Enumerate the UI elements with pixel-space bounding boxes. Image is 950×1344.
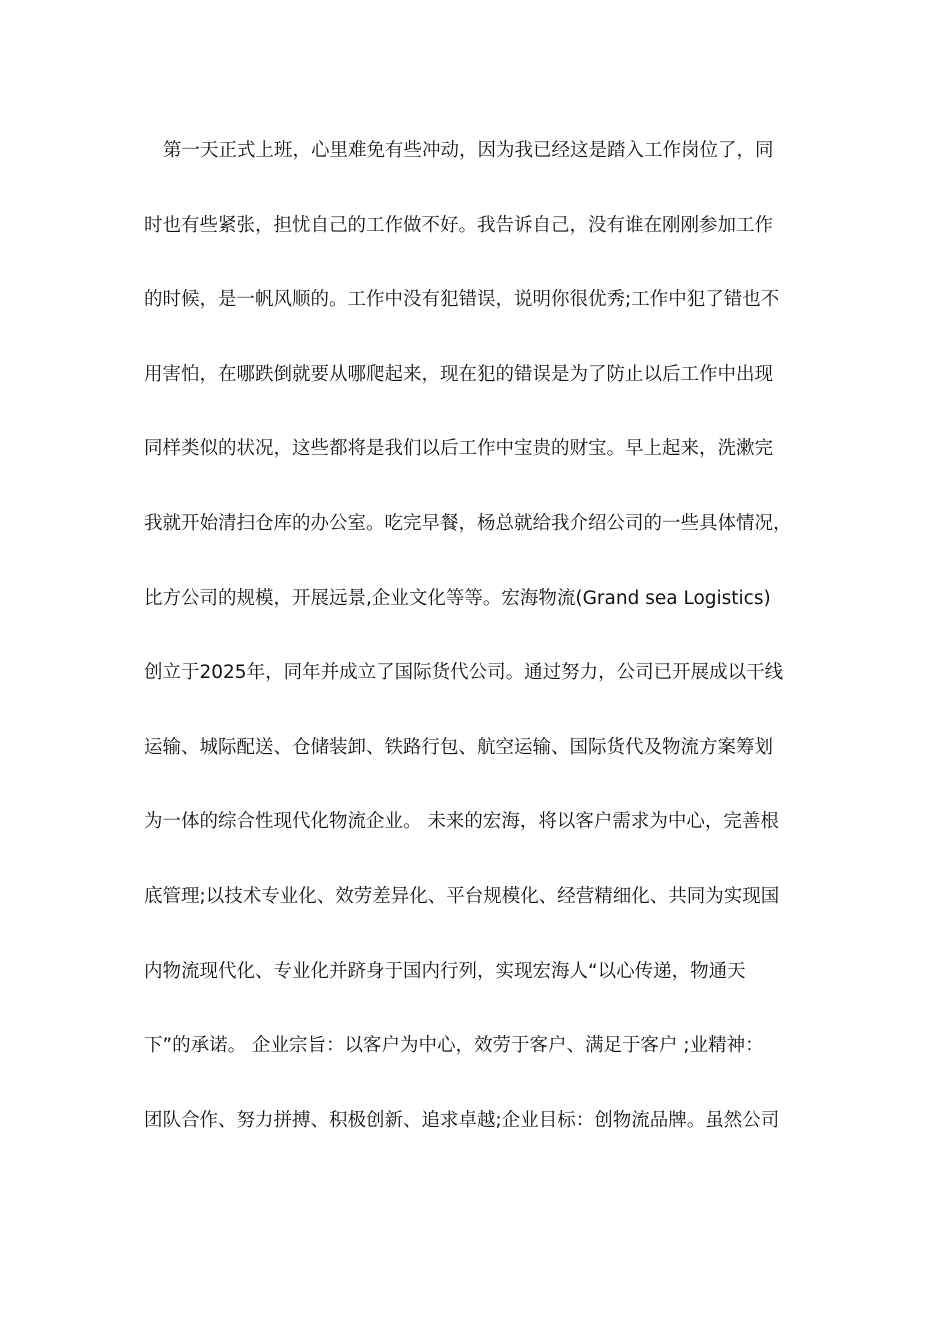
text-line-9: 运输、城际配送、仓储装卸、铁路行包、航空运输、国际货代及物流方案筹划 (144, 736, 774, 758)
text-line-3: 的时候，是一帆风顺的。工作中没有犯错误，说明你很优秀;工作中犯了错也不 (144, 289, 780, 311)
text-line-13: 下”的承诺。 企业宗旨：以客户为中心，效劳于客户、满足于客户 ;业精神： (144, 1035, 764, 1057)
text-line-4: 用害怕，在哪跌倒就要从哪爬起来，现在犯的错误是为了防止以后工作中出现 (144, 363, 774, 385)
text-line-1: 第一天正式上班，心里难免有些冲动，因为我已经这是踏入工作岗位了，同 (163, 140, 774, 161)
text-line-14: 团队合作、努力拼搏、积极创新、追求卓越;企业目标：创物流品牌。虽然公司 (144, 1109, 780, 1131)
text-line-12: 内物流现代化、专业化并跻身于国内行列，实现宏海人“以心传递，物通天 (144, 960, 746, 982)
text-line-6: 我就开始清扫仓库的办公室。吃完早餐，杨总就给我介绍公司的一些具体情况， (144, 512, 792, 534)
text-line-7: 比方公司的规模，开展远景,企业文化等等。宏海物流(Grand sea Logistics) (144, 587, 771, 609)
body-text (144, 132, 812, 1176)
text-line-11: 底管理;以技术专业化、效劳差异化、平台规模化、经营精细化、共同为实现国 (144, 885, 780, 907)
text-line-2: 时也有些紧张，担忧自己的工作做不好。我告诉自己，没有谁在刚刚参加工作 (144, 214, 774, 236)
text-line-8: 创立于2025年，同年并成立了国际货代公司。通过努力，公司已开展成以干线 (144, 662, 784, 684)
text-line-10: 为一体的综合性现代化物流企业。 未来的宏海，将以客户需求为中心，完善根 (144, 811, 779, 833)
text-line-5: 同样类似的状况，这些都将是我们以后工作中宝贵的财宝。早上起来，洗漱完 (144, 438, 774, 460)
